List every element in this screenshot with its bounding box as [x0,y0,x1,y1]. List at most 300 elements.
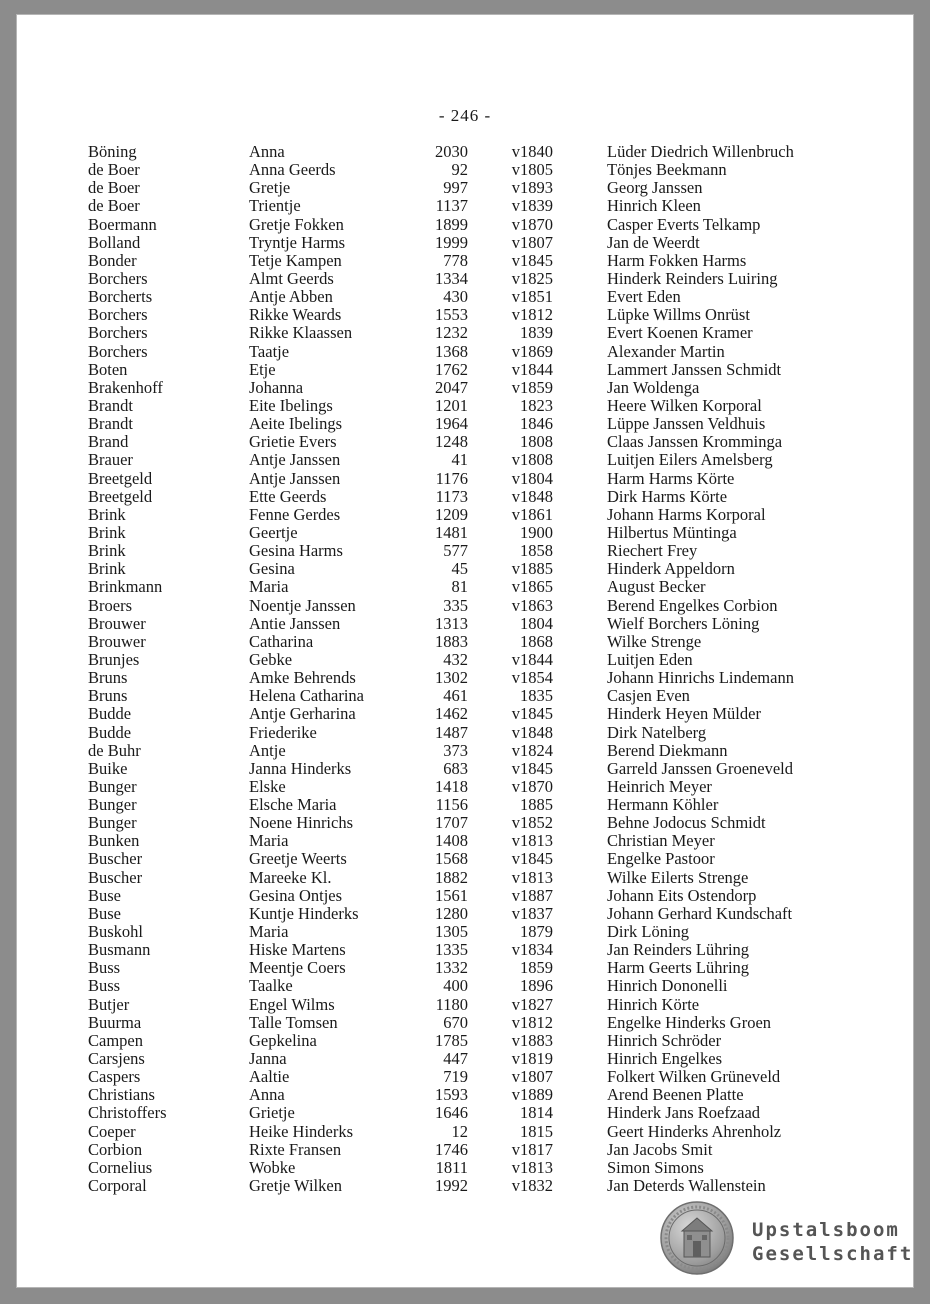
list-item [16,597,914,615]
entry-number: 1707 [435,813,468,833]
list-item [16,1032,914,1050]
list-item [16,451,914,469]
list-item [16,977,914,995]
list-item [16,288,914,306]
entry-year: v1840 [511,142,553,161]
entry-spouse: Casper Everts Telkamp [607,214,761,234]
entry-number: 1561 [435,885,468,905]
entry-given-names: Engel Wilms [249,994,335,1014]
list-item [16,850,914,868]
list-item [16,887,914,905]
entry-surname: Brauer [88,450,133,470]
list-item [16,724,914,742]
entry-spouse: Wilke Strenge [607,631,702,651]
entry-number: 1201 [435,395,468,415]
entry-given-names: Anna Geerds [249,160,336,180]
entry-given-names: Rixte Fransen [249,1139,342,1159]
entry-year: v1813 [511,831,553,851]
entry-number: 1899 [435,214,468,234]
society-logo-text [752,1218,913,1266]
entry-year: v1839 [511,196,553,216]
entry-surname: Buurma [88,1012,142,1032]
entry-year: v1837 [511,903,553,923]
entry-year: 1879 [520,922,553,942]
entry-surname: Bunken [88,831,140,851]
entry-surname: Coeper [88,1121,136,1141]
entry-spouse: Berend Engelkes Corbion [607,595,778,615]
entry-spouse: Folkert Wilken Grüneveld [607,1067,781,1087]
list-item [16,1177,914,1195]
entry-year: v1845 [511,250,553,270]
list-item [16,1086,914,1104]
entry-year: v1859 [511,377,553,397]
list-item [16,651,914,669]
entry-given-names: Helena Catharina [249,686,364,706]
list-item [16,1068,914,1086]
list-item [16,1159,914,1177]
entry-given-names: Grietje [249,1103,295,1123]
entry-number: 1334 [435,268,468,288]
entry-number: 1487 [435,722,468,742]
entry-surname: Budde [88,704,132,724]
entry-surname: Buse [88,885,121,905]
entry-number: 1137 [435,196,468,216]
entry-number: 373 [443,740,468,760]
entry-year: v1845 [511,758,553,778]
entry-number: 1882 [435,867,468,887]
entry-year: 1823 [520,395,553,415]
entry-year: v1844 [511,649,553,669]
entry-number: 1209 [435,504,468,524]
entry-number: 335 [443,595,468,615]
entry-number: 1335 [435,940,468,960]
entry-spouse: Engelke Hinderks Groen [607,1012,772,1032]
entry-spouse: Hinrich Schröder [607,1030,722,1050]
entry-surname: Buss [88,976,121,996]
entry-given-names: Gebke [249,649,293,669]
entry-spouse: Claas Janssen Kromminga [607,432,783,452]
entry-spouse: Jan de Weerdt [607,232,700,252]
entry-surname: Corbion [88,1139,143,1159]
entry-year: v1870 [511,776,553,796]
entry-year: v1845 [511,704,553,724]
entry-surname: de Boer [88,196,140,216]
entry-given-names: Anna [249,1085,285,1105]
entry-given-names: Ette Geerds [249,486,327,506]
entry-given-names: Noene Hinrichs [249,813,354,833]
entry-number: 1368 [435,341,468,361]
entry-surname: Bunger [88,813,137,833]
entry-given-names: Catharina [249,631,314,651]
entry-year: v1848 [511,486,553,506]
entry-given-names: Hiske Martens [249,940,346,960]
entry-number: 1156 [435,795,468,815]
entry-surname: Campen [88,1030,143,1050]
entry-given-names: Almt Geerds [249,268,334,288]
list-item [16,343,914,361]
entry-number: 1999 [435,232,468,252]
entry-year: v1893 [511,178,553,198]
entry-spouse: Lammert Janssen Schmidt [607,359,782,379]
list-item [16,669,914,687]
entry-spouse: Behne Jodocus Schmidt [607,813,766,833]
list-item [16,143,914,161]
entry-surname: Carsjens [88,1049,145,1069]
entry-number: 1302 [435,668,468,688]
entry-spouse: Engelke Pastoor [607,849,715,869]
entry-spouse: Hermann Köhler [607,795,719,815]
entry-surname: Cornelius [88,1157,153,1177]
list-item [16,633,914,651]
entry-number: 12 [451,1121,468,1141]
entry-spouse: Dirk Löning [607,922,690,942]
list-item [16,415,914,433]
entry-year: 1868 [520,631,553,651]
entry-spouse: Wielf Borchers Löning [607,613,760,633]
entry-given-names: Friederike [249,722,317,742]
list-item [16,1141,914,1159]
entry-spouse: Garreld Janssen Groeneveld [607,758,794,778]
entry-spouse: Hilbertus Müntinga [607,522,737,542]
entry-surname: Boten [88,359,128,379]
entry-spouse: Harm Fokken Harms [607,250,747,270]
list-item [16,996,914,1014]
entry-number: 1992 [435,1176,468,1196]
list-item [16,488,914,506]
entry-number: 430 [443,287,468,307]
entry-year: 1885 [520,795,553,815]
entry-number: 670 [443,1012,468,1032]
entry-given-names: Talle Tomsen [249,1012,338,1032]
entry-spouse: Hinrich Dononelli [607,976,728,996]
entry-spouse: Tönjes Beekmann [607,160,727,180]
entry-number: 461 [443,686,468,706]
list-item [16,524,914,542]
entry-number: 45 [451,559,468,579]
entry-spouse: Lüppe Janssen Veldhuis [607,414,766,434]
entry-number: 1332 [435,958,468,978]
list-item [16,615,914,633]
entry-spouse: Hinderk Jans Roefzaad [607,1103,761,1123]
entry-given-names: Gesina Ontjes [249,885,343,905]
list-item [16,470,914,488]
entry-surname: de Buhr [88,740,141,760]
list-item [16,542,914,560]
entry-surname: Brink [88,541,126,561]
entry-number: 1883 [435,631,468,651]
entry-number: 1646 [435,1103,468,1123]
entry-year: v1812 [511,1012,553,1032]
entry-given-names: Anna [249,142,285,161]
entry-given-names: Elsche Maria [249,795,337,815]
entry-number: 41 [451,450,468,470]
entry-year: v1813 [511,1157,553,1177]
entry-spouse: Johann Harms Korporal [607,504,766,524]
entry-number: 683 [443,758,468,778]
entry-spouse: Christian Meyer [607,831,715,851]
entry-number: 1746 [435,1139,468,1159]
entry-year: v1854 [511,668,553,688]
entry-surname: Bruns [88,668,128,688]
entry-surname: Caspers [88,1067,141,1087]
entry-number: 997 [443,178,468,198]
entry-surname: Brouwer [88,631,146,651]
entry-given-names: Antje [249,740,286,760]
entry-year: 1839 [520,323,553,343]
list-item [16,306,914,324]
entry-given-names: Gretje Wilken [249,1176,342,1196]
entry-surname: Bonder [88,250,137,270]
list-item [16,959,914,977]
entry-spouse: Luitjen Eilers Amelsberg [607,450,773,470]
entry-year: v1848 [511,722,553,742]
entry-given-names: Etje [249,359,276,379]
list-item [16,234,914,252]
entry-given-names: Antje Abben [249,287,333,307]
entry-given-names: Antje Janssen [249,450,341,470]
list-item [16,397,914,415]
entry-year: v1883 [511,1030,553,1050]
entry-spouse: Georg Janssen [607,178,703,198]
entry-given-names: Tryntje Harms [249,232,346,252]
entry-given-names: Trientje [249,196,301,216]
list-item [16,814,914,832]
entry-spouse: Simon Simons [607,1157,704,1177]
entry-given-names: Kuntje Hinderks [249,903,359,923]
page-number: - 246 - [438,106,492,125]
entry-spouse: Hinderk Reinders Luiring [607,268,778,288]
entry-given-names: Aeite Ibelings [249,414,343,434]
entry-number: 719 [443,1067,468,1087]
entry-year: v1819 [511,1049,553,1069]
entry-spouse: Wilke Eilerts Strenge [607,867,749,887]
entry-given-names: Antie Janssen [249,613,341,633]
entry-spouse: Riechert Frey [607,541,698,561]
entry-year: v1827 [511,994,553,1014]
entry-year: v1807 [511,232,553,252]
entry-given-names: Amke Behrends [249,668,356,688]
entry-surname: Bruns [88,686,128,706]
entry-spouse: Johann Gerhard Kundschaft [607,903,793,923]
list-item [16,506,914,524]
entry-year: 1808 [520,432,553,452]
entry-given-names: Grietie Evers [249,432,337,452]
entry-spouse: Luitjen Eden [607,649,693,669]
entry-year: 1858 [520,541,553,561]
entry-given-names: Rikke Klaassen [249,323,353,343]
list-item [16,869,914,887]
entry-given-names: Maria [249,577,289,597]
entry-year: v1845 [511,849,553,869]
entry-surname: de Boer [88,160,140,180]
entry-given-names: Taalke [249,976,293,996]
entry-given-names: Heike Hinderks [249,1121,354,1141]
entry-surname: Breetgeld [88,486,153,506]
entry-spouse: Lüder Diedrich Willenbruch [607,142,794,161]
list-item [16,1104,914,1122]
entry-year: v1869 [511,341,553,361]
entry-given-names: Antje Gerharina [249,704,356,724]
entry-surname: Borchers [88,341,148,361]
entry-year: v1817 [511,1139,553,1159]
entry-surname: Christoffers [88,1103,167,1123]
list-item [16,252,914,270]
entry-number: 577 [443,541,468,561]
entry-surname: Brandt [88,414,133,434]
entry-spouse: Hinrich Körte [607,994,700,1014]
entry-number: 1180 [435,994,468,1014]
entry-surname: Brink [88,522,126,542]
entry-spouse: Hinrich Engelkes [607,1049,723,1069]
entry-year: 1815 [520,1121,553,1141]
entry-given-names: Antje Janssen [249,468,341,488]
entry-year: v1825 [511,268,553,288]
entry-year: v1812 [511,305,553,325]
entry-given-names: Johanna [249,377,304,397]
entry-surname: Buscher [88,849,143,869]
entry-year: v1852 [511,813,553,833]
entry-surname: Broers [88,595,132,615]
entry-given-names: Elske [249,776,286,796]
entry-number: 81 [451,577,468,597]
entry-spouse: Harm Harms Körte [607,468,735,488]
entry-given-names: Greetje Weerts [249,849,347,869]
entry-year: v1844 [511,359,553,379]
entry-number: 1408 [435,831,468,851]
entry-number: 1248 [435,432,468,452]
entry-spouse: Jan Jacobs Smit [607,1139,713,1159]
entry-surname: Brunjes [88,649,140,669]
entry-year: v1805 [511,160,553,180]
entry-spouse: Evert Eden [607,287,681,307]
entry-given-names: Noentje Janssen [249,595,356,615]
list-item [16,905,914,923]
entry-given-names: Gesina [249,559,295,579]
entry-year: v1851 [511,287,553,307]
entry-year: v1807 [511,1067,553,1087]
entry-surname: Borchers [88,323,148,343]
entry-list [16,143,914,1195]
list-item [16,705,914,723]
entry-given-names: Geertje [249,522,298,542]
entry-number: 1232 [435,323,468,343]
entry-year: 1896 [520,976,553,996]
entry-surname: Brink [88,559,126,579]
entry-year: v1834 [511,940,553,960]
entry-year: v1865 [511,577,553,597]
entry-number: 1762 [435,359,468,379]
entry-year: 1900 [520,522,553,542]
entry-spouse: Jan Reinders Lühring [607,940,750,960]
entry-given-names: Eite Ibelings [249,395,333,415]
entry-surname: Brand [88,432,129,452]
entry-spouse: Heere Wilken Korporal [607,395,762,415]
entry-surname: Buscher [88,867,143,887]
entry-given-names: Fenne Gerdes [249,504,341,524]
entry-surname: Breetgeld [88,468,153,488]
list-item [16,361,914,379]
list-item [16,1123,914,1141]
entry-spouse: Alexander Martin [607,341,725,361]
list-item [16,270,914,288]
entry-spouse: Heinrich Meyer [607,776,712,796]
entry-number: 2047 [435,377,468,397]
entry-surname: Böning [88,142,137,161]
entry-year: v1885 [511,559,553,579]
entry-number: 447 [443,1049,468,1069]
entry-surname: Bunger [88,776,137,796]
logo-line-2: Gesellschaft [752,1243,914,1265]
entry-surname: Butjer [88,994,130,1014]
entry-surname: Boermann [88,214,157,234]
entry-surname: de Boer [88,178,140,198]
entry-spouse: Hinrich Kleen [607,196,701,216]
entry-spouse: Jan Woldenga [607,377,700,397]
entry-given-names: Gepkelina [249,1030,317,1050]
entry-spouse: Harm Geerts Lühring [607,958,750,978]
entry-given-names: Janna Hinderks [249,758,352,778]
entry-surname: Bolland [88,232,141,252]
entry-number: 432 [443,649,468,669]
entry-spouse: Hinderk Appeldorn [607,559,735,579]
entry-spouse: Berend Diekmann [607,740,728,760]
list-item [16,1014,914,1032]
entry-spouse: Jan Deterds Wallenstein [607,1176,766,1196]
entry-year: 1814 [520,1103,553,1123]
entry-year: v1861 [511,504,553,524]
entry-number: 1176 [435,468,468,488]
list-item [16,760,914,778]
entry-given-names: Gesina Harms [249,541,343,561]
entry-surname: Brinkmann [88,577,163,597]
entry-given-names: Aaltie [249,1067,290,1087]
list-item [16,433,914,451]
entry-year: v1824 [511,740,553,760]
entry-year: v1889 [511,1085,553,1105]
entry-number: 778 [443,250,468,270]
entry-number: 92 [451,160,468,180]
entry-surname: Christians [88,1085,155,1105]
entry-spouse: Evert Koenen Kramer [607,323,753,343]
entry-year: 1835 [520,686,553,706]
entry-surname: Budde [88,722,132,742]
entry-spouse: Geert Hinderks Ahrenholz [607,1121,782,1141]
list-item [16,832,914,850]
entry-year: v1832 [511,1176,553,1196]
entry-surname: Borchers [88,268,148,288]
entry-number: 1964 [435,414,468,434]
entry-year: v1870 [511,214,553,234]
entry-number: 1305 [435,922,468,942]
entry-given-names: Janna [249,1049,287,1069]
entry-given-names: Gretje Fokken [249,214,344,234]
entry-spouse: Johann Hinrichs Lindemann [607,668,794,688]
list-item [16,778,914,796]
entry-number: 400 [443,976,468,996]
entry-given-names: Maria [249,831,289,851]
document-page [16,14,914,1288]
list-item [16,560,914,578]
entry-number: 1280 [435,903,468,923]
entry-spouse: Dirk Natelberg [607,722,707,742]
entry-surname: Buse [88,903,121,923]
entry-surname: Brandt [88,395,133,415]
list-item [16,687,914,705]
entry-year: 1859 [520,958,553,978]
entry-number: 1553 [435,305,468,325]
list-item [16,941,914,959]
entry-number: 1593 [435,1085,468,1105]
